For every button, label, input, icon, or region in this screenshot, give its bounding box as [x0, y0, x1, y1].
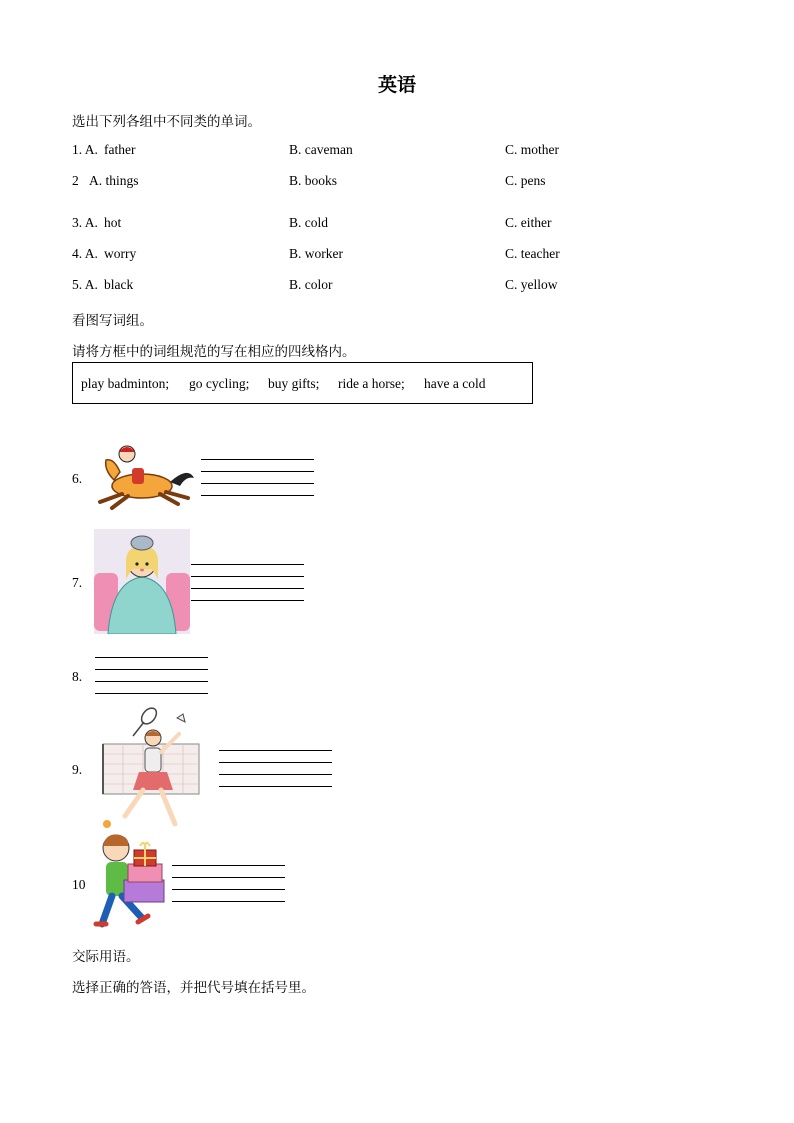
question-number: 4. A.: [72, 246, 98, 261]
play-badminton-picture: [95, 706, 201, 830]
item-number: 7.: [72, 575, 83, 590]
section3-instruction: 选择正确的答语，并把代号填在括号里。: [72, 980, 315, 996]
item-number: 10: [72, 877, 86, 892]
writing-lines[interactable]: [191, 564, 304, 612]
item-number: 6.: [72, 471, 83, 486]
option-b: B. worker: [289, 246, 343, 261]
question-number: 5. A.: [72, 277, 98, 292]
phrase: play badminton;: [81, 376, 170, 391]
option-b: B. cold: [289, 215, 328, 230]
section2-heading: 看图写词组。: [72, 313, 153, 329]
option-a: father: [104, 142, 136, 157]
option-a: A. things: [89, 173, 139, 188]
option-c: C. either: [505, 215, 552, 230]
option-c: C. pens: [505, 173, 546, 188]
item-number: 8.: [72, 669, 83, 684]
question-number: 1. A.: [72, 142, 98, 157]
section2-instruction: 请将方框中的词组规范的写在相应的四线格内。: [72, 344, 356, 360]
phrase-box: [72, 362, 533, 404]
option-a: hot: [104, 215, 122, 230]
writing-lines[interactable]: [201, 459, 314, 507]
phrase: ride a horse;: [338, 376, 405, 391]
phrase: go cycling;: [189, 376, 250, 391]
option-c: C. yellow: [505, 277, 558, 292]
have-cold-picture: [94, 529, 190, 634]
option-a: worry: [104, 246, 137, 261]
buy-gifts-picture: [92, 832, 170, 936]
ride-horse-picture: [92, 442, 196, 512]
question-number: 3. A.: [72, 215, 98, 230]
option-c: C. mother: [505, 142, 559, 157]
section3-heading: 交际用语。: [72, 949, 140, 965]
option-b: B. caveman: [289, 142, 353, 157]
writing-lines[interactable]: [219, 750, 332, 798]
phrase: buy gifts;: [268, 376, 320, 391]
option-b: B. color: [289, 277, 333, 292]
phrase: have a cold: [424, 376, 486, 391]
section1-instruction: 选出下列各组中不同类的单词。: [72, 114, 261, 130]
option-b: B. books: [289, 173, 338, 188]
page-title: 英语: [377, 74, 416, 96]
option-a: black: [104, 277, 134, 292]
writing-lines[interactable]: [95, 657, 208, 705]
question-number: 2: [72, 173, 79, 188]
option-c: C. teacher: [505, 246, 560, 261]
writing-lines[interactable]: [172, 865, 285, 913]
item-number: 9.: [72, 762, 83, 777]
